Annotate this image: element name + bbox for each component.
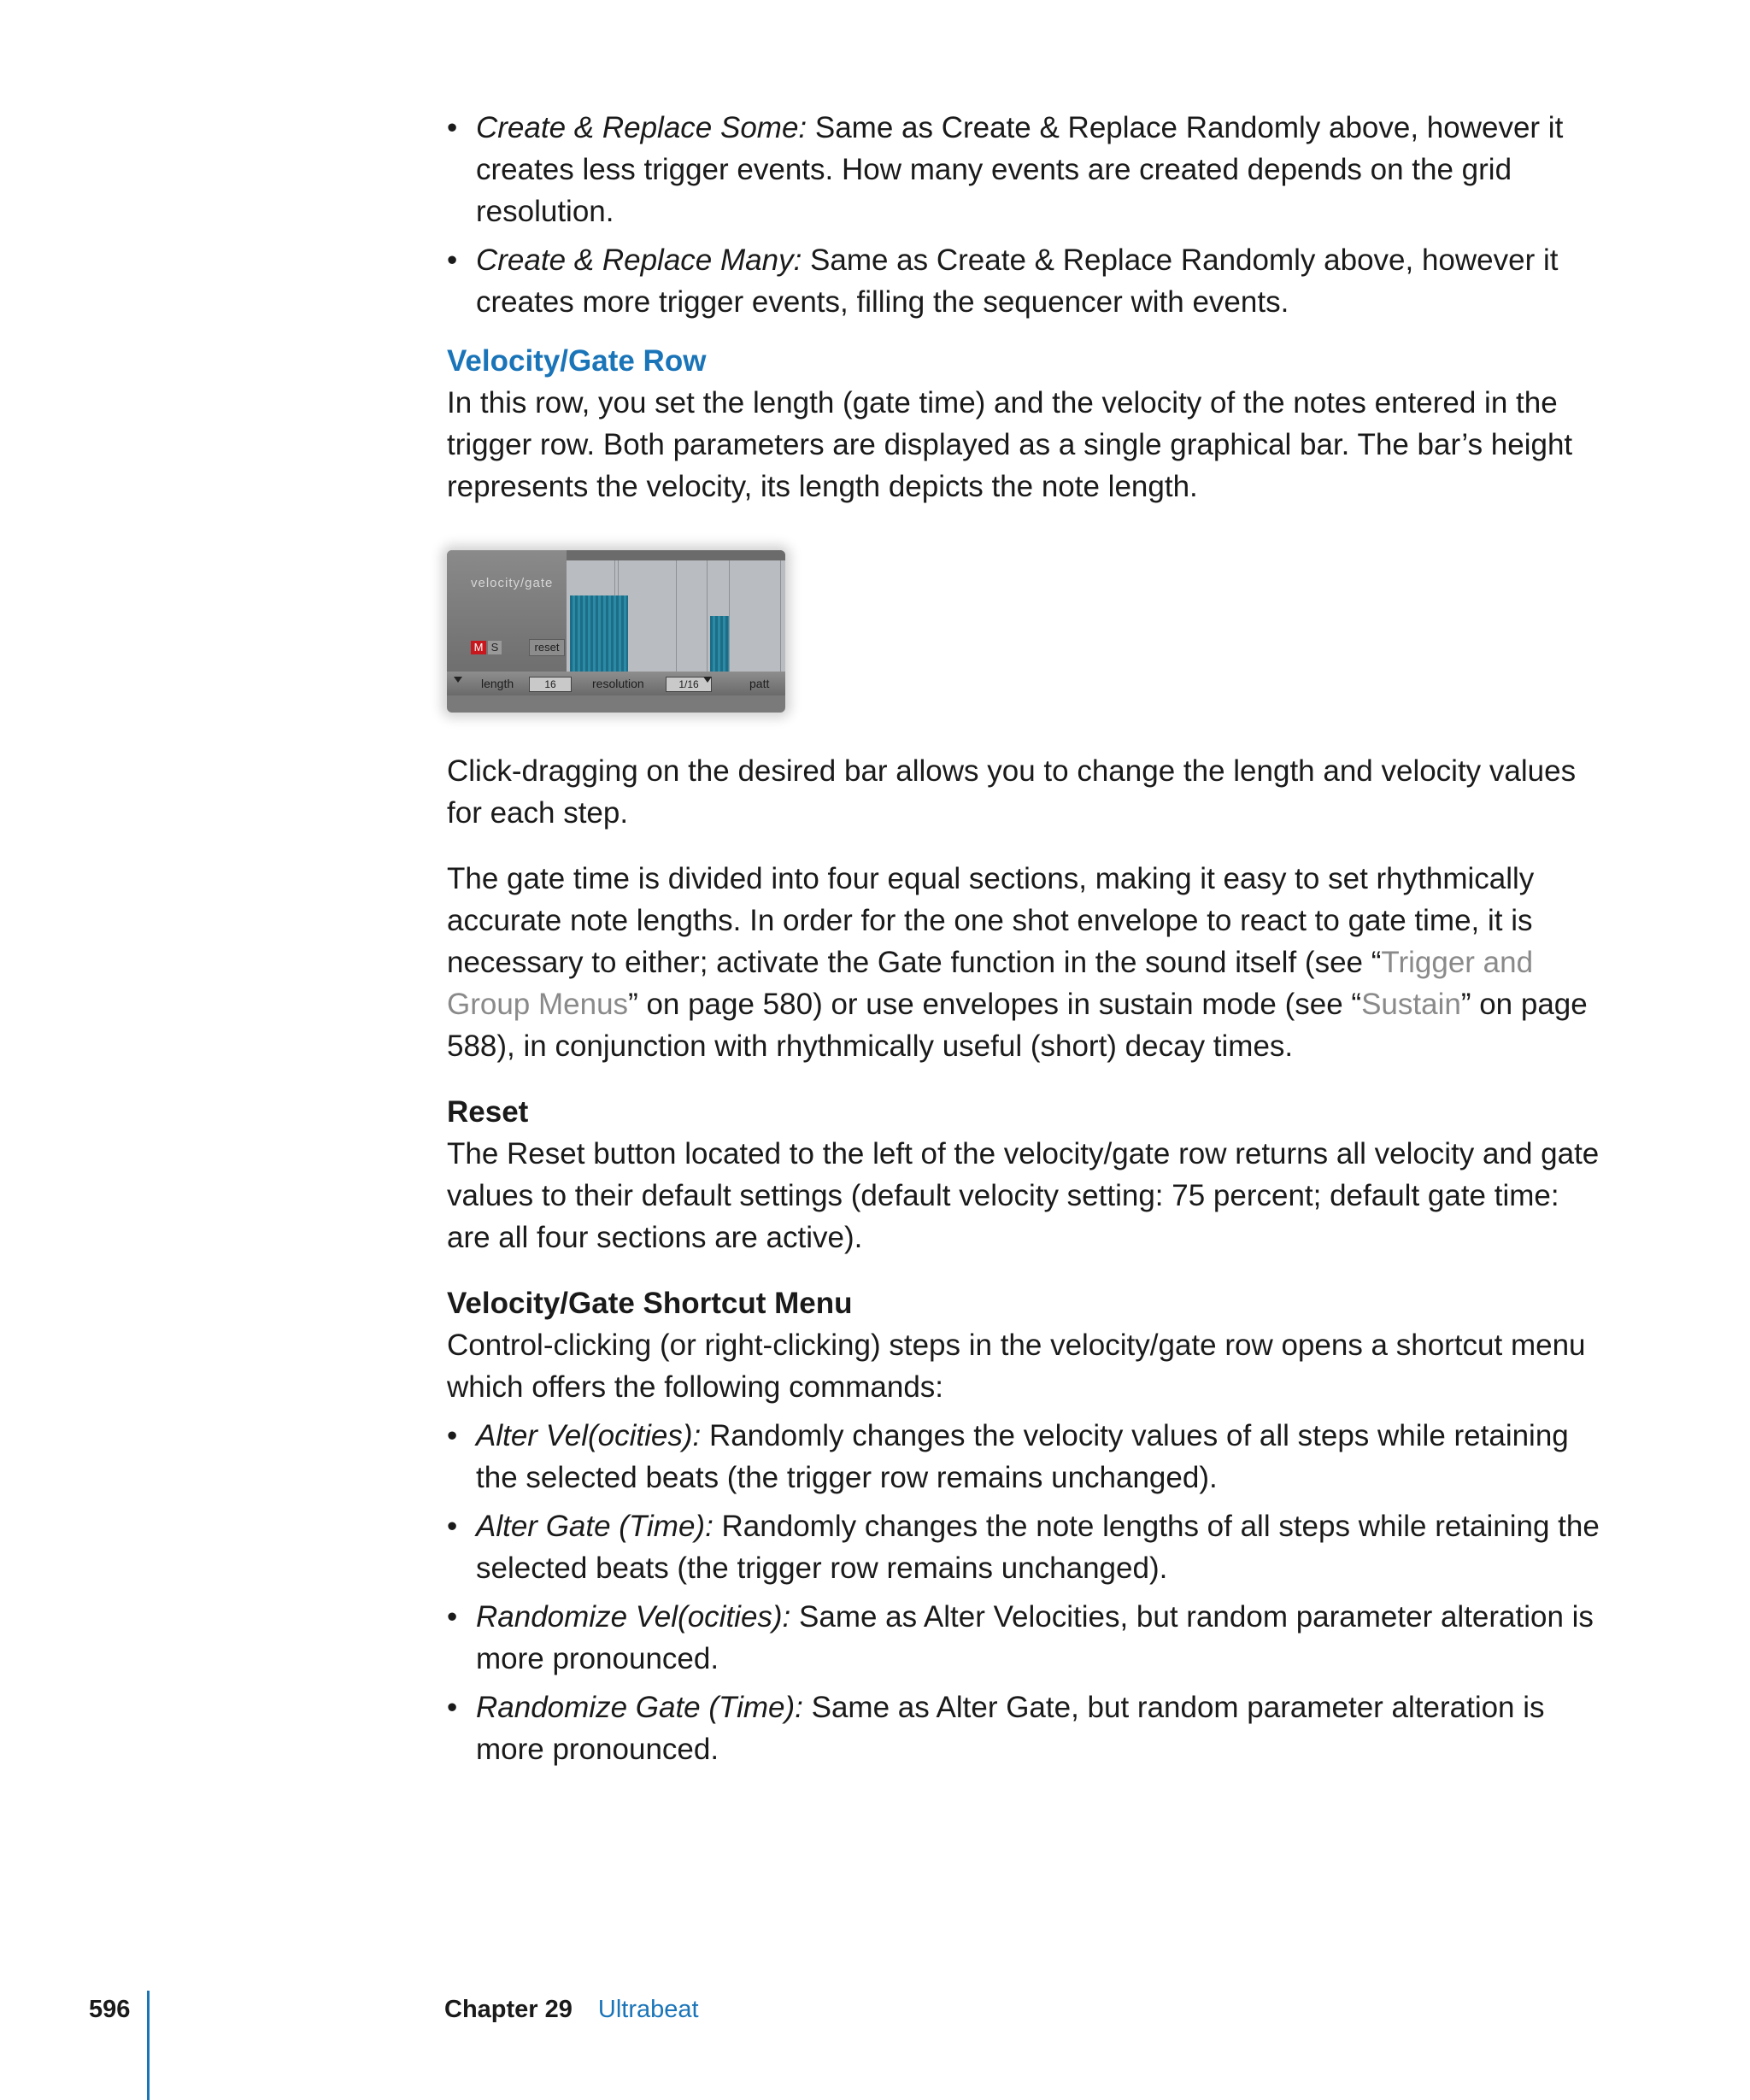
step-divider: [707, 560, 708, 672]
velocity-gate-para-1: Click-dragging on the desired bar allows you to change the length and velocity values for each step.: [447, 754, 1577, 830]
page-content: [447, 107, 1600, 1777]
bullet-icon: •: [447, 1419, 458, 1452]
para-text: ” on page 580) or use envelopes in sustain mode (see “: [628, 988, 1362, 1021]
velocity-gate-step-bar[interactable]: [710, 616, 729, 672]
bullet-list-shortcut-commands: [447, 1415, 1600, 1770]
resolution-field[interactable]: 1/16: [666, 677, 712, 692]
bullet-text: Same as Alter Velocities, but random parameter alteration is more pronounced.: [476, 1600, 1594, 1675]
mute-button[interactable]: M: [471, 641, 486, 654]
section-heading-shortcut-menu: Velocity/Gate Shortcut Menu: [447, 1287, 853, 1320]
chapter-label: Chapter 29: [444, 1996, 573, 2023]
bullet-icon: •: [447, 1510, 458, 1543]
list-item: [447, 239, 1600, 323]
para-text: The gate time is divided into four equal sections, making it easy to set rhythmically accurate note lengths. In order for the one shot envelope to react to gate time, it is necessary to either; activate the Gate function in the sound itself (see “: [447, 862, 1535, 979]
step-divider: [729, 560, 730, 672]
list-item: [447, 107, 1600, 232]
link-trigger-group-menus[interactable]: Trigger and Group Menus: [447, 946, 1534, 1021]
para-text: ” on page 588), in conjunction with rhythmically useful (short) decay times.: [447, 988, 1588, 1063]
page-number: 596: [89, 1996, 131, 2023]
link-sustain[interactable]: Sustain: [1361, 988, 1461, 1021]
row-footer-controls: [447, 672, 785, 695]
length-label: length: [481, 677, 514, 690]
bullet-text: Same as Create & Replace Randomly above, however it creates more trigger events, filling the sequencer with events.: [476, 243, 1559, 319]
trigger-row-strip: [567, 550, 785, 560]
resolution-label: resolution: [592, 677, 644, 690]
chapter-title-link[interactable]: Ultrabeat: [597, 1996, 699, 2023]
bullet-term: Alter Vel(ocities):: [476, 1419, 702, 1452]
bullet-icon: •: [447, 1691, 458, 1724]
bullet-icon: •: [447, 243, 458, 277]
bullet-term: Create & Replace Many:: [476, 243, 802, 277]
section-heading-reset: Reset: [447, 1095, 529, 1129]
step-divider: [780, 560, 781, 672]
step-divider: [676, 560, 677, 672]
velocity-gate-intro: In this row, you set the length (gate time) and the velocity of the notes entered in the trigger row. Both parameters are displayed as a single graphical bar. The bar’s height represents the velocity, its length depicts the note length.: [447, 386, 1573, 503]
pattern-label: patt: [749, 677, 770, 690]
chapter-footer: [444, 1996, 699, 2024]
list-item: [447, 1415, 1600, 1499]
bullet-icon: •: [447, 111, 458, 144]
bullet-term: Alter Gate (Time):: [476, 1510, 714, 1543]
velocity-gate-row-figure: [447, 550, 785, 713]
list-item: [447, 1686, 1600, 1770]
shortcut-menu-intro: Control-clicking (or right-clicking) steps in the velocity/gate row opens a shortcut menu which offers the following commands:: [447, 1329, 1586, 1404]
list-item: [447, 1505, 1600, 1589]
bullet-term: Randomize Gate (Time):: [476, 1691, 803, 1724]
bullet-list-create-replace: [447, 107, 1600, 323]
step-grid[interactable]: [567, 560, 785, 672]
reset-text: The Reset button located to the left of the velocity/gate row returns all velocity and gate values to their default settings (default velocity setting: 75 percent; default gate time: are all four sections are active).: [447, 1137, 1600, 1254]
chevron-down-icon[interactable]: [454, 677, 462, 683]
bullet-icon: •: [447, 1600, 458, 1634]
bullet-text: Randomly changes the velocity values of all steps while retaining the selected beats (the trigger row remains unchanged).: [476, 1419, 1569, 1494]
bullet-term: Create & Replace Some:: [476, 111, 807, 144]
velocity-gate-step-bar[interactable]: [570, 595, 628, 672]
list-item: [447, 1596, 1600, 1680]
solo-button[interactable]: S: [488, 641, 502, 654]
bullet-text: Randomly changes the note lengths of all steps while retaining the selected beats (the trigger row remains unchanged).: [476, 1510, 1600, 1585]
velocity-gate-para-2: [447, 858, 1600, 1067]
row-header: [447, 550, 567, 672]
row-label: velocity/gate: [471, 576, 554, 590]
bullet-text: Same as Create & Replace Randomly above, however it creates less trigger events. How many events are created depends on the grid resolution.: [476, 111, 1564, 228]
bullet-term: Randomize Vel(ocities):: [476, 1600, 791, 1634]
reset-button[interactable]: reset: [529, 639, 565, 656]
bullet-text: Same as Alter Gate, but random parameter alteration is more pronounced.: [476, 1691, 1545, 1766]
footer-divider: [147, 1991, 150, 2100]
length-field[interactable]: 16: [529, 677, 572, 692]
chevron-down-icon[interactable]: [703, 677, 712, 683]
section-heading-velocity-gate: Velocity/Gate Row: [447, 344, 707, 378]
